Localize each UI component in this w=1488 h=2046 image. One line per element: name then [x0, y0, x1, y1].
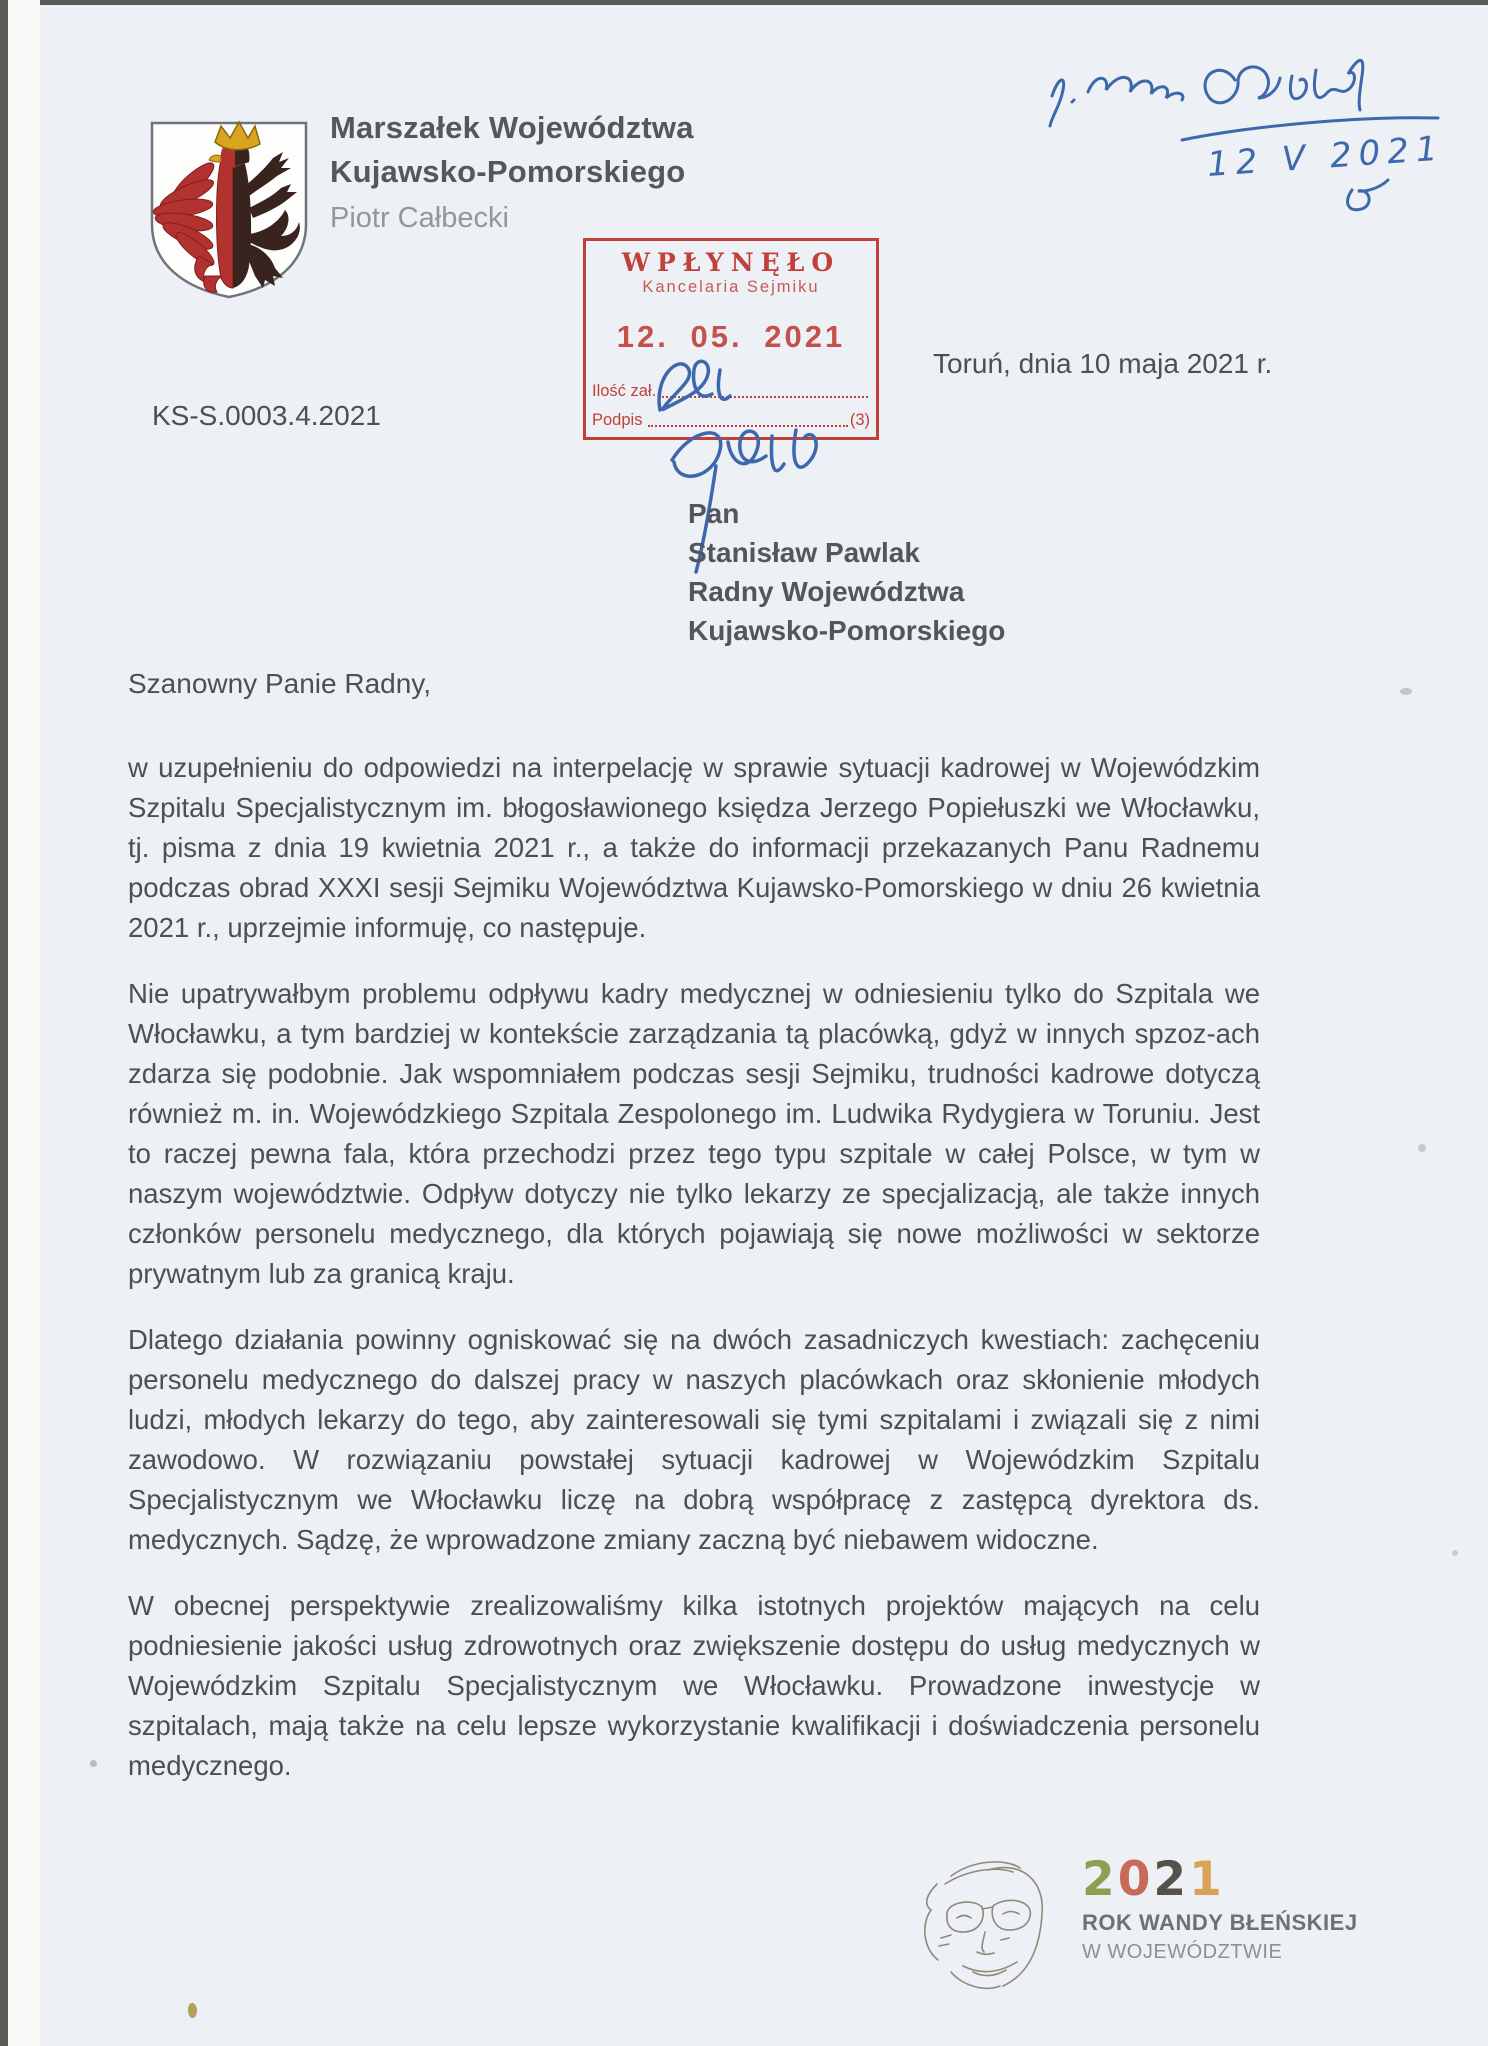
- footer-line2: W WOJEWÓDZTWIE: [1082, 1941, 1283, 1963]
- recipient-line: Stanisław Pawlak: [688, 537, 920, 568]
- paragraph: W obecnej perspektywie zrealizowaliśmy kilka istotnych projektów mających na celu podniesienie jakości usług zdrowotnych oraz zwiększenie dostępu do usług medycznych w Wojewódzkim Szpitalu Specjalistycznym we Włocławku. Prowadzone inwestycje w szpitalach, mają także na celu lepsze wykorzystanie kwalifikacji i doświadczenia personelu medycznego.: [128, 1590, 1260, 1781]
- year-digit: 2: [1082, 1852, 1118, 1907]
- stamp-signature-label: Podpis: [592, 411, 643, 429]
- recipient-line: Pan: [688, 498, 740, 529]
- stamp-title: WPŁYNĘŁO: [621, 248, 841, 277]
- stamp-date: 12. 05. 2021: [616, 319, 846, 354]
- portrait-sketch-icon: [893, 1852, 1071, 2010]
- footer-line1: ROK WANDY BŁEŃSKIEJ: [1082, 1910, 1358, 1935]
- scan-speck: [90, 1760, 97, 1767]
- letterhead-office-line2: Kujawsko-Pomorskiego: [330, 154, 686, 189]
- stamp-subtitle: Kancelaria Sejmiku: [642, 278, 820, 296]
- letterhead-person-name: Piotr Całbecki: [330, 202, 509, 234]
- scan-edge-top: [0, 0, 1488, 5]
- paragraph: w uzupełnieniu do odpowiedzi na interpelację w sprawie sytuacji kadrowej w Wojewódzkim Szpitalu Specjalistycznym im. błogosławionego księdza Jerzego Popiełuszki we Włocławku, tj. pisma z dnia 19 kwietnia 2021 r., a także do informacji przekazanych Panu Radnemu podczas obrad XXXI sesji Sejmiku Województwa Kujawsko-Pomorskiego w dniu 26 kwietnia 2021 r., uprzejmie informuję, co następuje.: [128, 752, 1260, 943]
- coat-of-arms-icon: [143, 116, 315, 304]
- year-logo: [1082, 1852, 1358, 1963]
- letterhead: [330, 106, 694, 240]
- letter-body: [128, 748, 1260, 1812]
- scan-edge-left: [0, 0, 8, 2046]
- recipient-line: Kujawsko-Pomorskiego: [688, 615, 1006, 646]
- year-digit: 0: [1117, 1852, 1154, 1907]
- year-digit: 2: [1153, 1852, 1190, 1907]
- recipient-block: [688, 494, 1005, 650]
- handwritten-scribble-name: [1050, 77, 1183, 126]
- scan-edge-paper-strip: [8, 0, 40, 2046]
- place-and-date: Toruń, dnia 10 maja 2021 r.: [933, 348, 1273, 379]
- stamp-suffix: (3): [849, 411, 870, 429]
- salutation: Szanowny Panie Radny,: [128, 668, 431, 699]
- year-digit: 1: [1189, 1852, 1225, 1907]
- year-2021: [1082, 1852, 1358, 1907]
- scan-speck: [1418, 1144, 1426, 1152]
- paragraph: Nie upatrywałbym problemu odpływu kadry medycznej w odniesieniu tylko do Szpitala we Włocławku, a tym bardziej w kontekście zarządzania tą placówką, gdyż w innych spzoz-ach zdarza się podobnie. Jak wspomniałem podczas sesji Sejmiku, trudności kadrowe dotyczą również m. in. Wojewódzkiego Szpitala Zespolonego im. Ludwika Rydygiera w Toruniu. Jest to raczej pewna fala, która przechodzi przez tego typu szpitale w całej Polsce, w tym w naszym województwie. Odpływ dotyczy nie tylko lekarzy ze specjalizacją, ale także innych członków personelu medycznego, dla których pojawiają się nowe możliwości w sektorze prywatnym lub za granicą kraju.: [128, 978, 1260, 1289]
- handwritten-note: [1010, 18, 1470, 218]
- scan-speck: [1452, 1550, 1458, 1556]
- recipient-line: Radny Województwa: [688, 576, 965, 607]
- stamp-attachments-label: Ilość zał.: [592, 382, 657, 400]
- paragraph: Dlatego działania powinny ogniskować się na dwóch zasadniczych kwestiach: zachęceniu personelu medycznego do dalszej pracy w naszych placówkach oraz skłonienie młodych ludzi, młodych lekarzy do tego, aby zainteresowali się tymi szpitalami i związali się z nimi zawodowo. W rozwiązaniu powstałej sytuacji kadrowej w Wojewódzkim Szpitalu Specjalistycznym we Włocławku liczę na dobrą współpracę z zastępcą dyrektora ds. medycznych. Sądzę, że wprowadzone zmiany zaczną być niebawem widoczne.: [128, 1324, 1260, 1555]
- scan-speck: [188, 2003, 197, 2018]
- handwritten-flourish: [1348, 180, 1388, 210]
- handwritten-date: 12 V 2021: [1205, 128, 1446, 185]
- scan-speck: [1400, 688, 1412, 695]
- letterhead-office-line1: Marszałek Województwa: [330, 110, 694, 145]
- reference-number: KS-S.0003.4.2021: [152, 400, 381, 431]
